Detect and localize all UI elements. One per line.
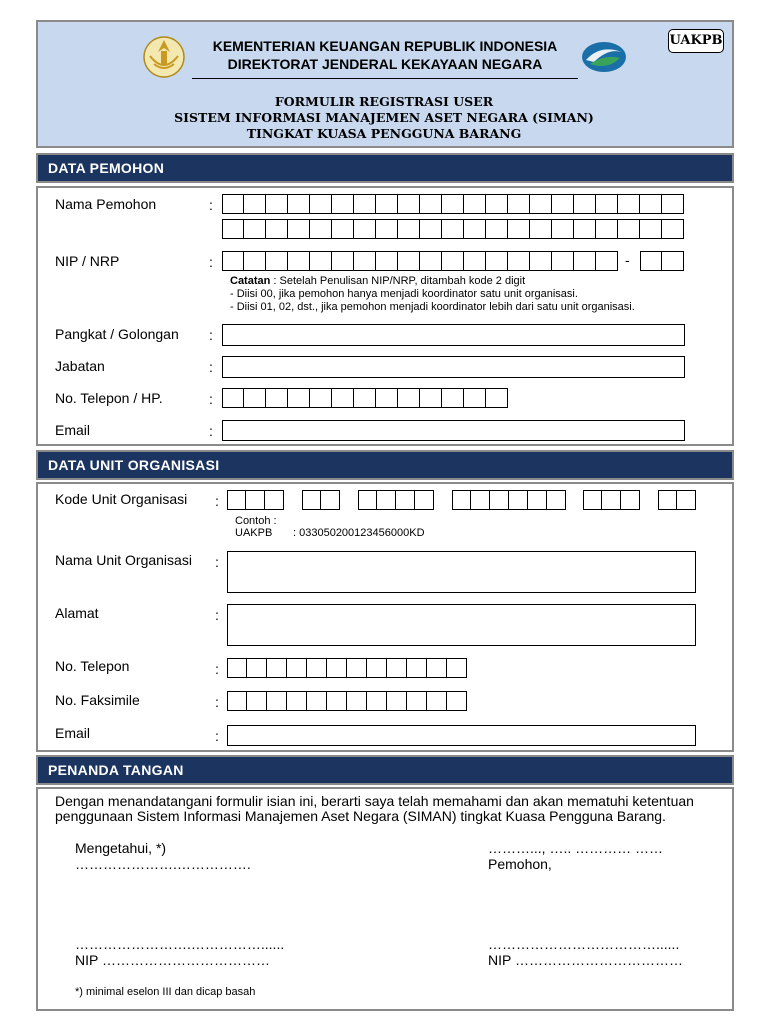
- statement-line1: Dengan menandatangani formulir isian ini, berarti saya telah memahami dan akan mematuhi ketentuan: [55, 793, 694, 809]
- org-code-group1[interactable]: [227, 490, 284, 510]
- org-phone-colon: :: [215, 661, 219, 677]
- djkn-logo-icon: [580, 40, 628, 74]
- header-divider: [192, 78, 578, 79]
- phone-input[interactable]: [222, 388, 508, 408]
- nip-note-item1: - Diisi 00, jika pemohon hanya menjadi koordinator satu unit organisasi.: [230, 288, 578, 300]
- rank-input[interactable]: [222, 324, 685, 346]
- org-address-label: Alamat: [55, 605, 99, 621]
- org-code-group5[interactable]: [583, 490, 640, 510]
- org-code-group3[interactable]: [358, 490, 434, 510]
- org-name-colon: :: [215, 554, 219, 570]
- section-bar-signature: PENANDA TANGAN: [36, 755, 734, 785]
- statement-line2: penggunaan Sistem Informasi Manajemen Aset Negara (SIMAN) tingkat Kuasa Pengguna Barang.: [55, 808, 666, 824]
- org-code-group2[interactable]: [302, 490, 340, 510]
- form-title: FORMULIR REGISTRASI USER: [274, 94, 494, 109]
- position-input[interactable]: [222, 356, 685, 378]
- name-label: Nama Pemohon: [55, 196, 157, 212]
- nip-colon: :: [209, 254, 213, 270]
- nip-note: [230, 275, 525, 288]
- name-input-row1[interactable]: [222, 194, 684, 214]
- footnote: *) minimal eselon III dan dicap basah: [75, 986, 256, 998]
- nip-code-input[interactable]: [640, 251, 684, 271]
- form-level: TINGKAT KUASA PENGGUNA BARANG: [246, 126, 522, 141]
- email-colon: :: [209, 423, 213, 439]
- org-address-input[interactable]: [227, 604, 696, 646]
- rank-label: Pangkat / Golongan: [55, 326, 179, 342]
- org-email-input[interactable]: [227, 725, 696, 746]
- nip-dash: -: [625, 252, 630, 268]
- right-sign-line: ………………………………......: [488, 936, 680, 952]
- org-email-colon: :: [215, 728, 219, 744]
- section-bar-applicant: DATA PEMOHON: [36, 153, 734, 183]
- date-line: ………..., ….. ………… ……: [488, 840, 664, 856]
- org-email-label: Email: [55, 725, 91, 741]
- uakpb-badge: [668, 29, 724, 53]
- org-name-label: Nama Unit Organisasi: [55, 552, 192, 568]
- org-example-value: : 033050200123456000KD: [293, 527, 425, 539]
- form-subtitle: SISTEM INFORMASI MANAJEMEN ASET NEGARA (SIMAN): [174, 110, 594, 125]
- org-address-colon: :: [215, 607, 219, 623]
- name-colon: :: [209, 197, 213, 213]
- org-example-title: Contoh :: [235, 515, 277, 527]
- nip-note-item2: - Diisi 01, 02, dst., jika pemohon menjadi koordinator lebih dari satu unit organisasi.: [230, 301, 635, 313]
- position-label: Jabatan: [55, 358, 105, 374]
- phone-colon: :: [209, 391, 213, 407]
- section-bar-org: DATA UNIT ORGANISASI: [36, 450, 734, 480]
- right-nip: NIP ………………………………: [488, 952, 683, 968]
- name-input-row2[interactable]: [222, 219, 684, 239]
- org-code-colon: :: [215, 493, 219, 509]
- org-fax-label: No. Faksimile: [55, 692, 140, 708]
- position-colon: :: [209, 359, 213, 375]
- org-phone-label: No. Telepon: [55, 658, 130, 674]
- nip-note-text: : Setelah Penulisan NIP/NRP, ditambah kode 2 digit: [270, 275, 526, 287]
- applicant-sign-label: Pemohon,: [488, 856, 552, 872]
- rank-colon: :: [209, 327, 213, 343]
- org-name-input[interactable]: [227, 551, 696, 593]
- left-nip: NIP ………………………………: [75, 952, 270, 968]
- org-fax-input[interactable]: [227, 691, 467, 711]
- badge-text: UAKPB: [669, 33, 723, 48]
- approved-dots: ………………….…………….: [75, 856, 251, 872]
- phone-label: No. Telepon / HP.: [55, 390, 163, 406]
- org-example-key: UAKPB: [235, 527, 273, 539]
- approved-label: Mengetahui, *): [75, 840, 167, 856]
- directorate-title: DIREKTORAT JENDERAL KEKAYAAN NEGARA: [227, 56, 543, 72]
- left-sign-line: …………………….……………......: [75, 936, 285, 952]
- nip-label: NIP / NRP: [55, 253, 120, 269]
- nip-input[interactable]: [222, 251, 618, 271]
- org-phone-input[interactable]: [227, 658, 467, 678]
- email-input[interactable]: [222, 420, 685, 441]
- nip-note-title: Catatan: [230, 275, 271, 287]
- org-fax-colon: :: [215, 694, 219, 710]
- org-code-label: Kode Unit Organisasi: [55, 491, 188, 507]
- org-code-group6[interactable]: [658, 490, 696, 510]
- email-label: Email: [55, 422, 91, 438]
- ministry-title: KEMENTERIAN KEUANGAN REPUBLIK INDONESIA: [212, 38, 558, 54]
- org-code-group4[interactable]: [452, 490, 566, 510]
- ministry-logo-icon: [140, 34, 188, 80]
